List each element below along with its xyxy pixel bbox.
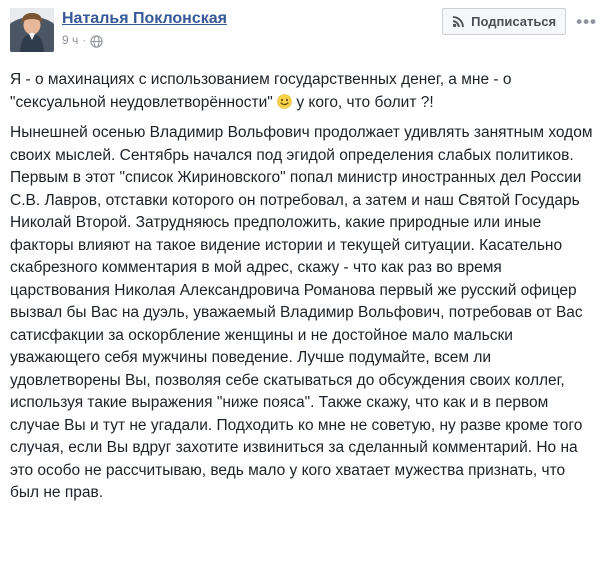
post-body: [10, 69, 597, 505]
meta-separator: ·: [82, 33, 87, 47]
post-timestamp[interactable]: 9 ч: [62, 33, 79, 47]
author-name-link[interactable]: Наталья Поклонская: [62, 10, 227, 27]
post-paragraph-1-text-b: у кого, что болит ?!: [292, 93, 434, 111]
post-header: [10, 8, 597, 56]
subscribe-button[interactable]: [442, 8, 566, 35]
avatar[interactable]: [10, 8, 54, 52]
post-paragraph-1: [10, 69, 597, 114]
smiley-emoji-icon: [277, 94, 292, 109]
post-more-options-icon[interactable]: •••: [576, 12, 597, 31]
subscribe-button-label: Подписаться: [471, 14, 557, 29]
post-header-actions: [442, 8, 597, 35]
post-meta: [62, 33, 597, 47]
post-paragraph-2: Нынешней осенью Владимир Вольфович продолжает удивлять занятным ходом своих мыслей. Сентябрь начался под эгидой определения слабых политиков. Первым в этот "список Жириновского" попал министр иностранных дел России С.В. Лавров, отставки которого он потребовал, а затем и наш Святой Государь Николай Второй. Затрудняюсь предположить, какие природные или иные факторы влияют на такое видение истории и текущей ситуации. Касательно скабрезного комментария в мой адрес, скажу - что как раз во время царствования Николая Александровича Романова первый же русский офицер вызвал бы Вас на дуэль, уважаемый Владимир Вольфович, потребовав от Вас сатисфакции за оскорбление женщины и не достойное мало мальски уважающего себя мужчины поведение. Лучше подумайте, всем ли удовлетворены Вы, позволяя себе скатываться до обсуждения своих коллег, используя такие выражения "ниже пояса". Также скажу, что как и в первом случае Вы и тут не угадали. Подходить ко мне не советую, ну разве кроме того случая, если Вы вдруг захотите извиниться за сделанный комментарий. Но на это особо не рассчитываю, ведь мало у кого хватает мужества признать, что был не прав.: [10, 124, 597, 501]
globe-icon[interactable]: [90, 35, 103, 48]
rss-icon: [452, 15, 465, 28]
post-paragraph-1-text-a: Я - о махинациях с использованием государственных денег, а мне - о "сексуальной неудовлетворённости": [10, 71, 516, 111]
